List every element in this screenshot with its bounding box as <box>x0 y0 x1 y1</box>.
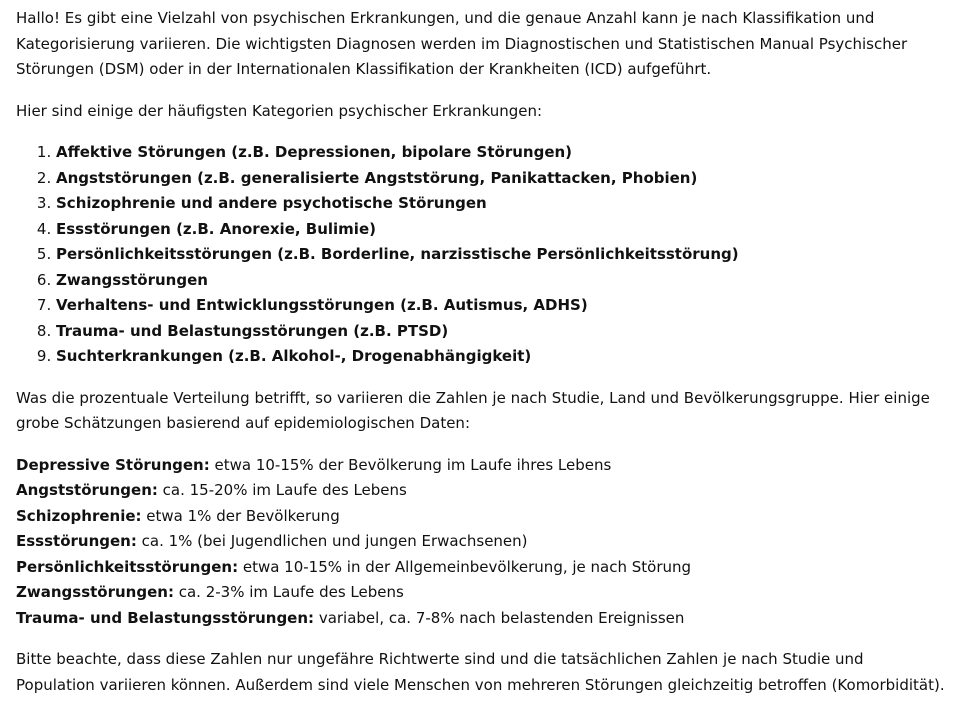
list-item: 4. Essstörungen (z.B. Anorexie, Bulimie) <box>56 217 947 243</box>
stat-line <box>16 529 947 555</box>
list-item: 2. Angststörungen (z.B. generalisierte Angststörung, Panikattacken, Phobien) <box>56 166 947 192</box>
list-item: 8. Trauma- und Belastungsstörungen (z.B. PTSD) <box>56 319 947 345</box>
stat-label: Trauma- und Belastungsstörungen: <box>16 608 315 627</box>
stat-value: etwa 1% der Bevölkerung <box>141 506 340 525</box>
list-item: 7. Verhaltens- und Entwicklungsstörungen (z.B. Autismus, ADHS) <box>56 293 947 319</box>
stat-label: Essstörungen: <box>16 532 137 550</box>
stat-line <box>16 453 947 479</box>
stat-value: ca. 15-20% im Laufe des Lebens <box>157 481 407 499</box>
list-item: 6. Zwangsstörungen <box>56 268 947 294</box>
stat-label: Depressive Störungen: <box>16 455 210 474</box>
list-item: 9. Suchterkrankungen (z.B. Alkohol-, Drogenabhängigkeit) <box>56 344 947 370</box>
categories-intro: Hier sind einige der häufigsten Kategorien psychischer Erkrankungen: <box>16 101 543 120</box>
stat-line <box>16 478 947 504</box>
list-item: 3. Schizophrenie und andere psychotische Störungen <box>56 191 947 217</box>
stat-value: etwa 10-15% in der Allgemeinbevölkerung, je nach Störung <box>238 557 692 576</box>
distribution-intro: Was die prozentuale Verteilung betrifft, so variieren die Zahlen je nach Studie, Land und Bevölkerungsgruppe. Hier einige grobe Schätzungen basierend auf epidemiologischen Daten: <box>16 388 930 432</box>
stat-value: ca. 2-3% im Laufe des Lebens <box>173 583 404 601</box>
stat-line <box>16 555 947 581</box>
stat-label: Zwangsstörungen: <box>16 583 174 601</box>
intro-paragraph: Hallo! Es gibt eine Vielzahl von psychischen Erkrankungen, und die genaue Anzahl kann je nach Klassifikation und Kategorisierung variieren. Die wichtigsten Diagnosen werden im Diagnostischen und Statistischen Manual Psychischer Störungen (DSM) oder in der Internationalen Klassifikation der Krankheiten (ICD) aufgeführt. <box>16 9 908 78</box>
stat-line <box>16 504 947 530</box>
stat-line <box>16 606 947 632</box>
list-item: 5. Persönlichkeitsstörungen (z.B. Borderline, narzisstische Persönlichkeitsstörung) <box>56 242 947 268</box>
stat-label: Schizophrenie: <box>16 506 142 525</box>
stat-line <box>16 580 947 606</box>
stat-label: Persönlichkeitsstörungen: <box>16 557 239 576</box>
stat-value: ca. 1% (bei Jugendlichen und jungen Erwachsenen) <box>136 532 528 550</box>
categories-list <box>16 140 947 370</box>
stat-value: etwa 10-15% der Bevölkerung im Laufe ihres Lebens <box>209 455 612 474</box>
stat-value: variabel, ca. 7-8% nach belastenden Ereignissen <box>314 608 685 627</box>
closing-paragraph: Bitte beachte, dass diese Zahlen nur ungefähre Richtwerte sind und die tatsächlichen Zahlen je nach Studie und Population variieren können. Außerdem sind viele Menschen von mehreren Störungen gleichzeitig betroffen (Komorbidität). <box>16 650 945 694</box>
stat-label: Angststörungen: <box>16 481 158 499</box>
list-item: 1. Affektive Störungen (z.B. Depressionen, bipolare Störungen) <box>56 140 947 166</box>
statistics-block <box>16 453 947 632</box>
